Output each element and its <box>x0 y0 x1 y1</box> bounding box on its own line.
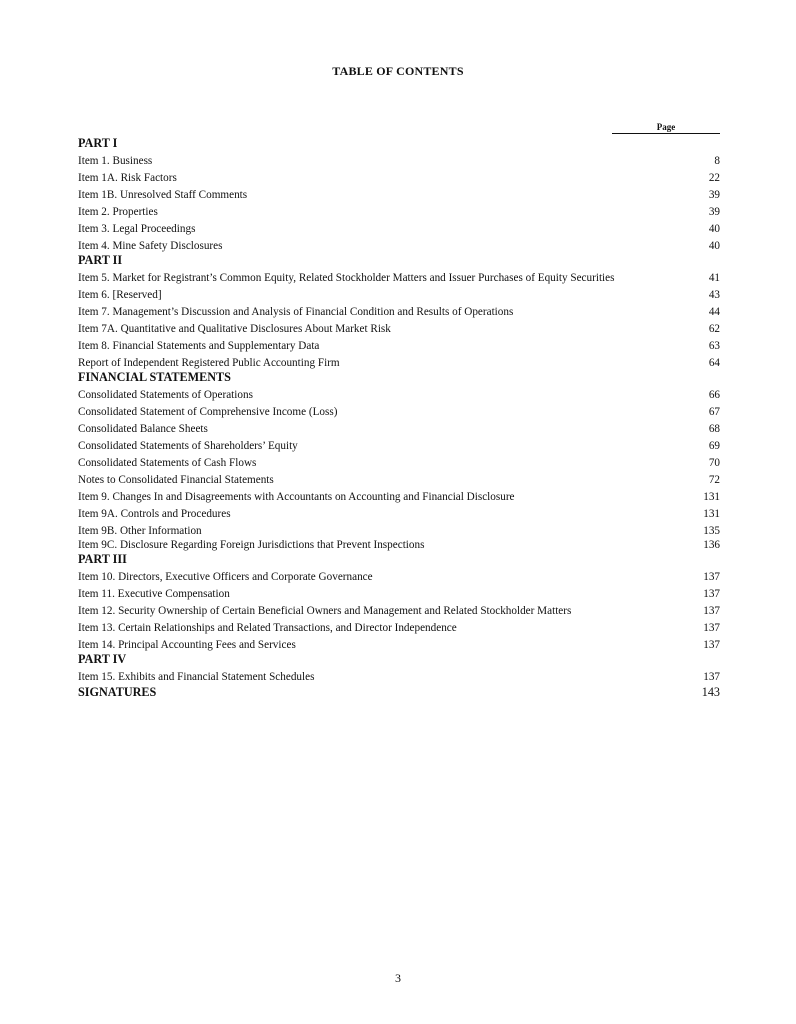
toc-section-heading <box>78 136 720 151</box>
toc-entry <box>78 268 720 285</box>
toc-entry-page: 137 <box>703 588 720 600</box>
toc-entry-page: 137 <box>703 639 720 651</box>
toc-entry-page: 8 <box>714 155 720 167</box>
toc-entry-title: Item 1B. Unresolved Staff Comments <box>78 189 248 201</box>
table-of-contents <box>78 136 720 699</box>
toc-entry <box>78 419 720 436</box>
toc-entry-page: 68 <box>708 423 720 435</box>
toc-entry-title: Item 9C. Disclosure Regarding Foreign Jurisdictions that Prevent Inspections <box>78 539 425 551</box>
toc-entry-title: Item 10. Directors, Executive Officers and Corporate Governance <box>78 571 373 583</box>
toc-entry <box>78 336 720 353</box>
page-number: 3 <box>395 971 401 985</box>
toc-entry <box>78 236 720 253</box>
toc-entry-title: SIGNATURES <box>78 685 157 699</box>
page-column-header: Page <box>612 122 720 134</box>
toc-entry-page: 44 <box>708 306 720 318</box>
toc-entry-page: 131 <box>703 508 720 520</box>
toc-entry <box>78 436 720 453</box>
toc-entry <box>78 667 720 684</box>
toc-entry-title: Item 8. Financial Statements and Supplementary Data <box>78 340 320 352</box>
toc-entry-page: 137 <box>703 605 720 617</box>
toc-entry-title: Item 9A. Controls and Procedures <box>78 508 231 520</box>
toc-entry-title: Notes to Consolidated Financial Statements <box>78 474 274 486</box>
toc-entry <box>78 635 720 652</box>
toc-entry <box>78 151 720 168</box>
toc-entry-title: Item 3. Legal Proceedings <box>78 223 196 235</box>
toc-entry-page: 63 <box>708 340 720 352</box>
toc-entry-page: 70 <box>708 457 720 469</box>
toc-entry-page: 43 <box>708 289 720 301</box>
toc-entry-title: Item 1A. Risk Factors <box>78 172 177 184</box>
toc-entry <box>78 618 720 635</box>
toc-entry-page: 62 <box>708 323 720 335</box>
toc-entry <box>78 402 720 419</box>
toc-entry-title: Item 9B. Other Information <box>78 525 202 537</box>
toc-entry <box>78 684 720 699</box>
toc-entry-title: PART IV <box>78 652 127 666</box>
toc-entry-title: Item 2. Properties <box>78 206 158 218</box>
toc-entry-page: 69 <box>708 440 720 452</box>
toc-entry-title: Item 1. Business <box>78 155 153 167</box>
toc-entry-title: Item 4. Mine Safety Disclosures <box>78 240 223 252</box>
toc-entry-page: 137 <box>703 671 720 683</box>
toc-entry-title: Item 7A. Quantitative and Qualitative Disclosures About Market Risk <box>78 323 391 335</box>
toc-entry-page: 137 <box>703 571 720 583</box>
toc-entry-title: Item 5. Market for Registrant’s Common Equity, Related Stockholder Matters and Issuer Purchases of Equity Securities <box>78 272 615 284</box>
toc-entry-page: 22 <box>708 172 720 184</box>
toc-entry-title: Report of Independent Registered Public Accounting Firm <box>78 357 340 369</box>
toc-entry-page: 64 <box>708 357 720 369</box>
toc-section-heading <box>78 552 720 567</box>
toc-entry <box>78 567 720 584</box>
toc-entry <box>78 219 720 236</box>
toc-entry <box>78 538 720 552</box>
toc-entry-title: PART III <box>78 552 127 566</box>
toc-entry <box>78 584 720 601</box>
toc-entry <box>78 319 720 336</box>
toc-entry <box>78 453 720 470</box>
toc-entry-page: 39 <box>708 189 720 201</box>
toc-entry-page: 137 <box>703 622 720 634</box>
toc-section-heading <box>78 652 720 667</box>
toc-section-heading <box>78 253 720 268</box>
toc-entry-title: Item 15. Exhibits and Financial Statement Schedules <box>78 671 315 683</box>
toc-entry <box>78 353 720 370</box>
toc-entry-page: 41 <box>708 272 720 284</box>
toc-entry-page: 72 <box>708 474 720 486</box>
toc-entry-title: Consolidated Statements of Cash Flows <box>78 457 257 469</box>
toc-entry-title: PART I <box>78 136 118 150</box>
toc-entry <box>78 521 720 538</box>
toc-entry <box>78 202 720 219</box>
toc-entry-title: Item 9. Changes In and Disagreements with Accountants on Accounting and Financial Disclosure <box>78 491 515 503</box>
toc-entry-page: 131 <box>703 491 720 503</box>
toc-entry <box>78 185 720 202</box>
page-title: TABLE OF CONTENTS <box>332 64 464 78</box>
toc-entry-page: 143 <box>701 685 720 699</box>
toc-entry-title: Item 7. Management’s Discussion and Analysis of Financial Condition and Results of Operations <box>78 306 514 318</box>
toc-entry-title: Item 12. Security Ownership of Certain Beneficial Owners and Management and Related Stockholder Matters <box>78 605 572 617</box>
toc-entry-title: Item 13. Certain Relationships and Related Transactions, and Director Independence <box>78 622 457 634</box>
toc-entry-page: 40 <box>708 240 720 252</box>
toc-entry-page: 66 <box>708 389 720 401</box>
toc-entry <box>78 302 720 319</box>
toc-entry-title: Consolidated Statements of Shareholders’ Equity <box>78 440 298 452</box>
toc-entry-page: 136 <box>703 539 720 551</box>
toc-entry-page: 67 <box>708 406 720 418</box>
toc-entry <box>78 168 720 185</box>
toc-entry-title: Consolidated Statement of Comprehensive Income (Loss) <box>78 406 338 418</box>
toc-entry-title: Item 6. [Reserved] <box>78 289 162 301</box>
toc-entry <box>78 601 720 618</box>
toc-entry-title: PART II <box>78 253 123 267</box>
toc-entry-page: 135 <box>703 525 720 537</box>
toc-entry-title: Item 14. Principal Accounting Fees and Services <box>78 639 296 651</box>
toc-section-heading <box>78 370 720 385</box>
toc-entry-title: Consolidated Balance Sheets <box>78 423 208 435</box>
toc-entry <box>78 487 720 504</box>
toc-entry <box>78 504 720 521</box>
toc-entry <box>78 470 720 487</box>
toc-entry-title: Item 11. Executive Compensation <box>78 588 230 600</box>
toc-entry-title: FINANCIAL STATEMENTS <box>78 370 231 384</box>
toc-entry-title: Consolidated Statements of Operations <box>78 389 253 401</box>
toc-entry-page: 39 <box>708 206 720 218</box>
toc-entry <box>78 285 720 302</box>
toc-entry-page: 40 <box>708 223 720 235</box>
toc-entry <box>78 385 720 402</box>
